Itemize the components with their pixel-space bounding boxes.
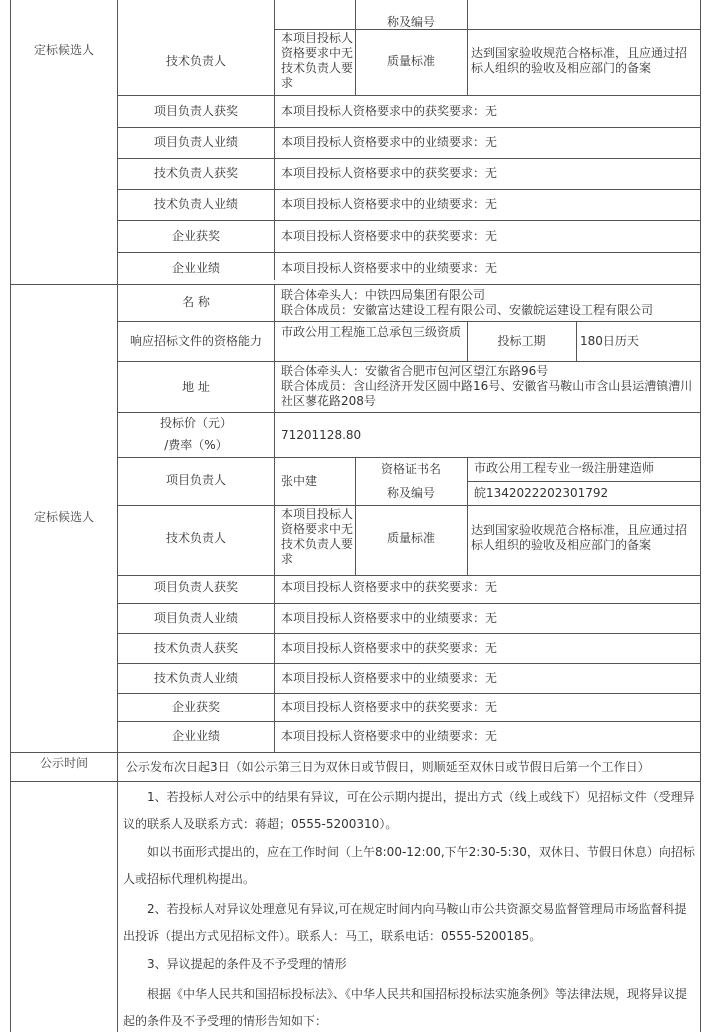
block1-row-label: 企业获奖: [171, 229, 220, 243]
block2-quality-label: 质量标准: [386, 531, 435, 545]
notice-label: 公示时间: [40, 756, 89, 770]
block2-row-value: 本项目投标人资格要求中的业绩要求：无: [281, 729, 498, 743]
block2-pm-label: 项目负责人: [165, 473, 226, 487]
block2-price-label-1: 投标价（元）: [159, 416, 232, 430]
block1-row-label: 项目负责人获奖: [153, 104, 238, 118]
block2-address-line2: 联合体成员：含山经济开发区圆中路16号、安徽省马鞍山市含山县运漕镇漕川社区蓼花路208号: [281, 379, 693, 408]
block1-row-value: 本项目投标人资格要求中的业绩要求：无: [281, 197, 498, 211]
block1-row-value: 本项目投标人资格要求中的业绩要求：无: [281, 261, 498, 275]
block2-name-line2: 联合体成员：安徽富达建设工程有限公司、安徽皖运建设工程有限公司: [281, 303, 654, 317]
block2-cert-label-1: 资格证书名: [380, 462, 441, 476]
block1-row-value: 本项目投标人资格要求中的获奖要求：无: [281, 229, 498, 243]
block2-pm-value: 张中建: [281, 474, 318, 488]
block2-row-value: 本项目投标人资格要求中的业绩要求：无: [281, 671, 498, 685]
block1-group-label: 定标候选人: [34, 43, 95, 57]
block1-tech-lead-label: 技术负责人: [165, 54, 226, 68]
block2-duration-label: 投标工期: [497, 334, 546, 348]
block2-address-label: 地 址: [182, 380, 210, 394]
block2-tech-lead-value: 本项目投标人资格要求中无技术负责人要求: [281, 507, 354, 566]
block2-price-label-2: /费率（%）: [164, 438, 228, 452]
block1-row-label: 项目负责人业绩: [153, 135, 238, 149]
block1-row-value: 本项目投标人资格要求中的获奖要求：无: [281, 104, 498, 118]
objection-paragraph-4: 3、异议提起的条件及不予受理的情形: [147, 957, 347, 971]
block1-top-cut-text: 称及编号: [386, 15, 435, 29]
block2-row-value: 本项目投标人资格要求中的获奖要求：无: [281, 580, 498, 594]
objection-paragraph-2: 如以书面形式提出的，应在工作时间（上午8:00-12:00,下午2:30-5:30，双休日、节假日休息）向招标人或招标代理机构提出。: [123, 845, 695, 886]
block1-row-label: 技术负责人业绩: [153, 197, 238, 211]
block2-group-label: 定标候选人: [34, 510, 95, 524]
block2-capability-value: 市政公用工程施工总承包三级资质: [281, 325, 462, 339]
block2-cert-value-1: 市政公用工程专业一级注册建造师: [474, 461, 655, 475]
block2-row-label: 企业业绩: [171, 729, 220, 743]
block1-row-value: 本项目投标人资格要求中的业绩要求：无: [281, 135, 498, 149]
objection-paragraph-3: 2、若投标人对异议处理意见有异议,可在规定时间内向马鞍山市公共资源交易监督管理局市场监督科提出投诉（提出方式见招标文件）。联系人：马工，联系电话：0555-5200185。: [123, 902, 687, 943]
block2-row-label: 技术负责人业绩: [153, 671, 238, 685]
block1-tech-lead-value: 本项目投标人资格要求中无技术负责人要求: [281, 31, 354, 90]
block2-row-value: 本项目投标人资格要求中的获奖要求：无: [281, 700, 498, 714]
block2-row-label: 项目负责人获奖: [153, 580, 238, 594]
block1-quality-value: 达到国家验收规范合格标准，且应通过招标人组织的验收及相应部门的备案: [471, 46, 688, 75]
block1-row-label: 技术负责人获奖: [153, 166, 238, 180]
block2-cert-label-2: 称及编号: [386, 486, 435, 500]
objection-paragraph-1: 1、若投标人对公示中的结果有异议，可在公示期内提出，提出方式（线上或线下）见招标文件（受理异议的联系人及联系方式：蒋超；0555-5200310）。: [123, 790, 695, 831]
block2-quality-value: 达到国家验收规范合格标准，且应通过招标人组织的验收及相应部门的备案: [471, 523, 688, 552]
block1-row-label: 企业业绩: [171, 261, 220, 275]
block2-row-value: 本项目投标人资格要求中的业绩要求：无: [281, 611, 498, 625]
block2-row-label: 项目负责人业绩: [153, 611, 238, 625]
block2-name-line1: 联合体牵头人：中铁四局集团有限公司: [281, 288, 486, 302]
block1-row-value: 本项目投标人资格要求中的获奖要求：无: [281, 166, 498, 180]
block2-row-value: 本项目投标人资格要求中的获奖要求：无: [281, 641, 498, 655]
block2-row-label: 企业获奖: [171, 700, 220, 714]
block2-name-label: 名 称: [182, 295, 210, 309]
block2-cert-value-2: 皖1342022202301792: [474, 486, 609, 500]
block2-address-line1: 联合体牵头人：安徽省合肥市包河区望江东路96号: [281, 364, 549, 378]
block1-quality-label: 质量标准: [386, 54, 435, 68]
block2-capability-label: 响应招标文件的资格能力: [129, 334, 262, 348]
notice-value: 公示发布次日起3日（如公示第三日为双休日或节假日，则顺延至双休日或节假日后第一个工作日）: [126, 760, 650, 774]
block2-tech-lead-label: 技术负责人: [165, 531, 226, 545]
block2-price-value: 71201128.80: [281, 428, 362, 442]
block2-row-label: 技术负责人获奖: [153, 641, 238, 655]
objection-paragraph-5: 根据《中华人民共和国招标投标法》、《中华人民共和国招标投标法实施条例》等法律法规，现将异议提起的条件及不予受理的情形告知如下：: [123, 987, 688, 1028]
block2-duration-value: 180日历天: [580, 334, 639, 348]
